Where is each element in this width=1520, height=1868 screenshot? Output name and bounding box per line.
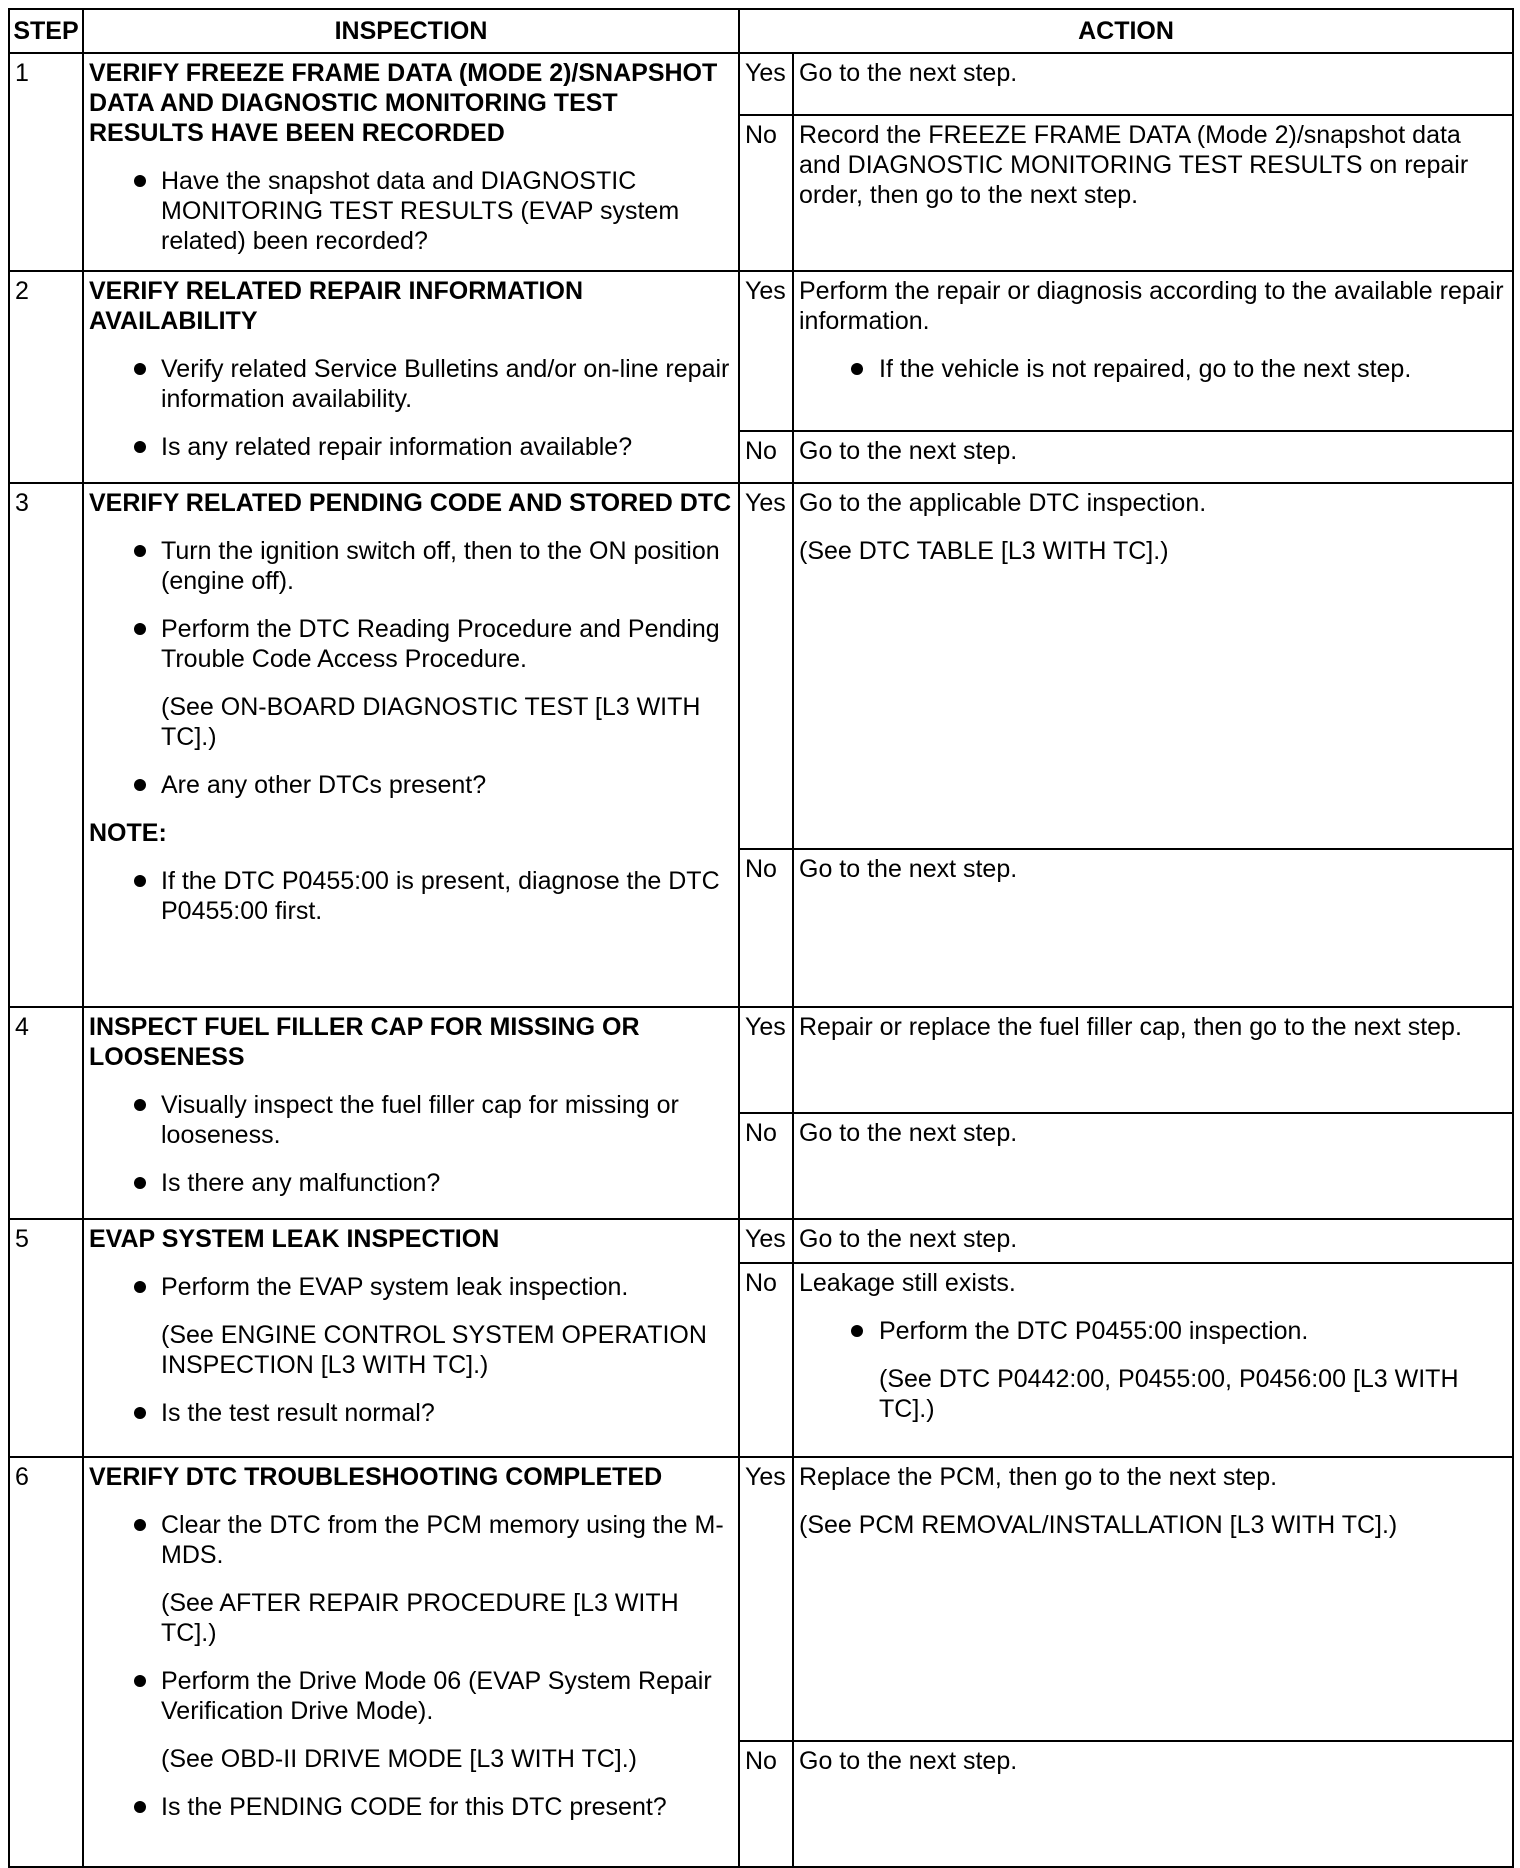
inspection-cell xyxy=(83,271,739,483)
inspection-cell xyxy=(83,483,739,1007)
step-number: 4 xyxy=(9,1007,83,1219)
yes-action-cell xyxy=(793,1457,1513,1741)
step-number: 3 xyxy=(9,483,83,1007)
inspection-bullet: Is there any malfunction? xyxy=(89,1168,734,1198)
reference-text: (See AFTER REPAIR PROCEDURE [L3 WITH TC].) xyxy=(161,1589,679,1647)
reference-text: (See OBD-II DRIVE MODE [L3 WITH TC].) xyxy=(161,1745,637,1773)
no-label: No xyxy=(739,431,793,483)
no-action-cell xyxy=(793,1263,1513,1457)
inspection-cell xyxy=(83,53,739,271)
yes-reference: (See DTC TABLE [L3 WITH TC].) xyxy=(799,537,1169,565)
no-action: Go to the next step. xyxy=(793,431,1513,483)
table-row xyxy=(9,483,1513,849)
step-title: VERIFY DTC TROUBLESHOOTING COMPLETED xyxy=(89,1463,663,1491)
step-title: VERIFY RELATED PENDING CODE AND STORED DTC xyxy=(89,489,732,517)
inspection-bullet: Is any related repair information available? xyxy=(89,432,734,462)
no-label: No xyxy=(739,1113,793,1219)
yes-action: Go to the next step. xyxy=(793,53,1513,115)
step-number: 1 xyxy=(9,53,83,271)
step-number: 2 xyxy=(9,271,83,483)
step-title: VERIFY RELATED REPAIR INFORMATION AVAILABILITY xyxy=(89,277,583,335)
inspection-bullet: Clear the DTC from the PCM memory using the M-MDS. xyxy=(89,1510,734,1570)
yes-label: Yes xyxy=(739,483,793,849)
step-number: 6 xyxy=(9,1457,83,1867)
step-title: EVAP SYSTEM LEAK INSPECTION xyxy=(89,1225,500,1253)
no-action: Record the FREEZE FRAME DATA (Mode 2)/snapshot data and DIAGNOSTIC MONITORING TEST RESULTS on repair order, then go to the next step. xyxy=(793,115,1513,271)
table-row xyxy=(9,53,1513,115)
header-step: STEP xyxy=(9,9,83,53)
no-label: No xyxy=(739,1741,793,1867)
table-row xyxy=(9,1007,1513,1113)
yes-action: Go to the applicable DTC inspection. xyxy=(799,489,1207,517)
no-action: Leakage still exists. xyxy=(799,1269,1016,1297)
inspection-bullet: Is the test result normal? xyxy=(89,1398,734,1428)
yes-reference: (See PCM REMOVAL/INSTALLATION [L3 WITH TC].) xyxy=(799,1511,1398,1539)
inspection-cell xyxy=(83,1457,739,1867)
yes-action: Replace the PCM, then go to the next step. xyxy=(799,1463,1278,1491)
no-action: Go to the next step. xyxy=(793,1741,1513,1867)
table-header-row xyxy=(9,9,1513,53)
table-row xyxy=(9,1457,1513,1741)
yes-label: Yes xyxy=(739,1219,793,1263)
header-inspection: INSPECTION xyxy=(83,9,739,53)
no-label: No xyxy=(739,115,793,271)
note-bullet: If the DTC P0455:00 is present, diagnose the DTC P0455:00 first. xyxy=(89,866,734,926)
yes-action-cell xyxy=(793,483,1513,849)
step-title: INSPECT FUEL FILLER CAP FOR MISSING OR LOOSENESS xyxy=(89,1013,640,1071)
inspection-bullet: Visually inspect the fuel filler cap for missing or looseness. xyxy=(89,1090,734,1150)
inspection-bullet: Turn the ignition switch off, then to the ON position (engine off). xyxy=(89,536,734,596)
yes-label: Yes xyxy=(739,271,793,431)
inspection-bullet: Have the snapshot data and DIAGNOSTIC MONITORING TEST RESULTS (EVAP system related) been recorded? xyxy=(89,166,734,256)
yes-action-cell xyxy=(793,271,1513,431)
diagnostic-procedure xyxy=(8,8,1512,1855)
no-label: No xyxy=(739,1263,793,1457)
inspection-bullet: Is the PENDING CODE for this DTC present? xyxy=(89,1792,734,1822)
no-action: Go to the next step. xyxy=(793,1113,1513,1219)
action-reference: (See DTC P0442:00, P0455:00, P0456:00 [L3 WITH TC].) xyxy=(879,1365,1459,1423)
inspection-cell xyxy=(83,1219,739,1457)
step-number: 5 xyxy=(9,1219,83,1457)
action-bullet: If the vehicle is not repaired, go to the next step. xyxy=(799,354,1508,384)
yes-action: Perform the repair or diagnosis according to the available repair information. xyxy=(799,277,1504,335)
note-label: NOTE: xyxy=(89,819,167,847)
step-title: VERIFY FREEZE FRAME DATA (MODE 2)/SNAPSHOT DATA AND DIAGNOSTIC MONITORING TEST RESULTS HAVE BEEN RECORDED xyxy=(89,59,718,147)
inspection-bullet: Verify related Service Bulletins and/or on-line repair information availability. xyxy=(89,354,734,414)
reference-text: (See ON-BOARD DIAGNOSTIC TEST [L3 WITH TC].) xyxy=(161,693,701,751)
inspection-bullet: Perform the Drive Mode 06 (EVAP System Repair Verification Drive Mode). xyxy=(89,1666,734,1726)
yes-label: Yes xyxy=(739,1007,793,1113)
inspection-cell xyxy=(83,1007,739,1219)
no-action: Go to the next step. xyxy=(793,849,1513,1007)
yes-action: Repair or replace the fuel filler cap, then go to the next step. xyxy=(793,1007,1513,1113)
yes-label: Yes xyxy=(739,1457,793,1741)
table-row xyxy=(9,1219,1513,1263)
yes-label: Yes xyxy=(739,53,793,115)
reference-text: (See ENGINE CONTROL SYSTEM OPERATION INSPECTION [L3 WITH TC].) xyxy=(161,1321,707,1379)
yes-action: Go to the next step. xyxy=(793,1219,1513,1263)
diagnostic-table xyxy=(8,8,1514,1868)
inspection-bullet: Perform the DTC Reading Procedure and Pending Trouble Code Access Procedure. xyxy=(89,614,734,674)
inspection-bullet: Perform the EVAP system leak inspection. xyxy=(89,1272,734,1302)
header-action: ACTION xyxy=(739,9,1513,53)
no-label: No xyxy=(739,849,793,1007)
table-row xyxy=(9,271,1513,431)
action-bullet: Perform the DTC P0455:00 inspection. xyxy=(799,1316,1508,1346)
inspection-bullet: Are any other DTCs present? xyxy=(89,770,734,800)
